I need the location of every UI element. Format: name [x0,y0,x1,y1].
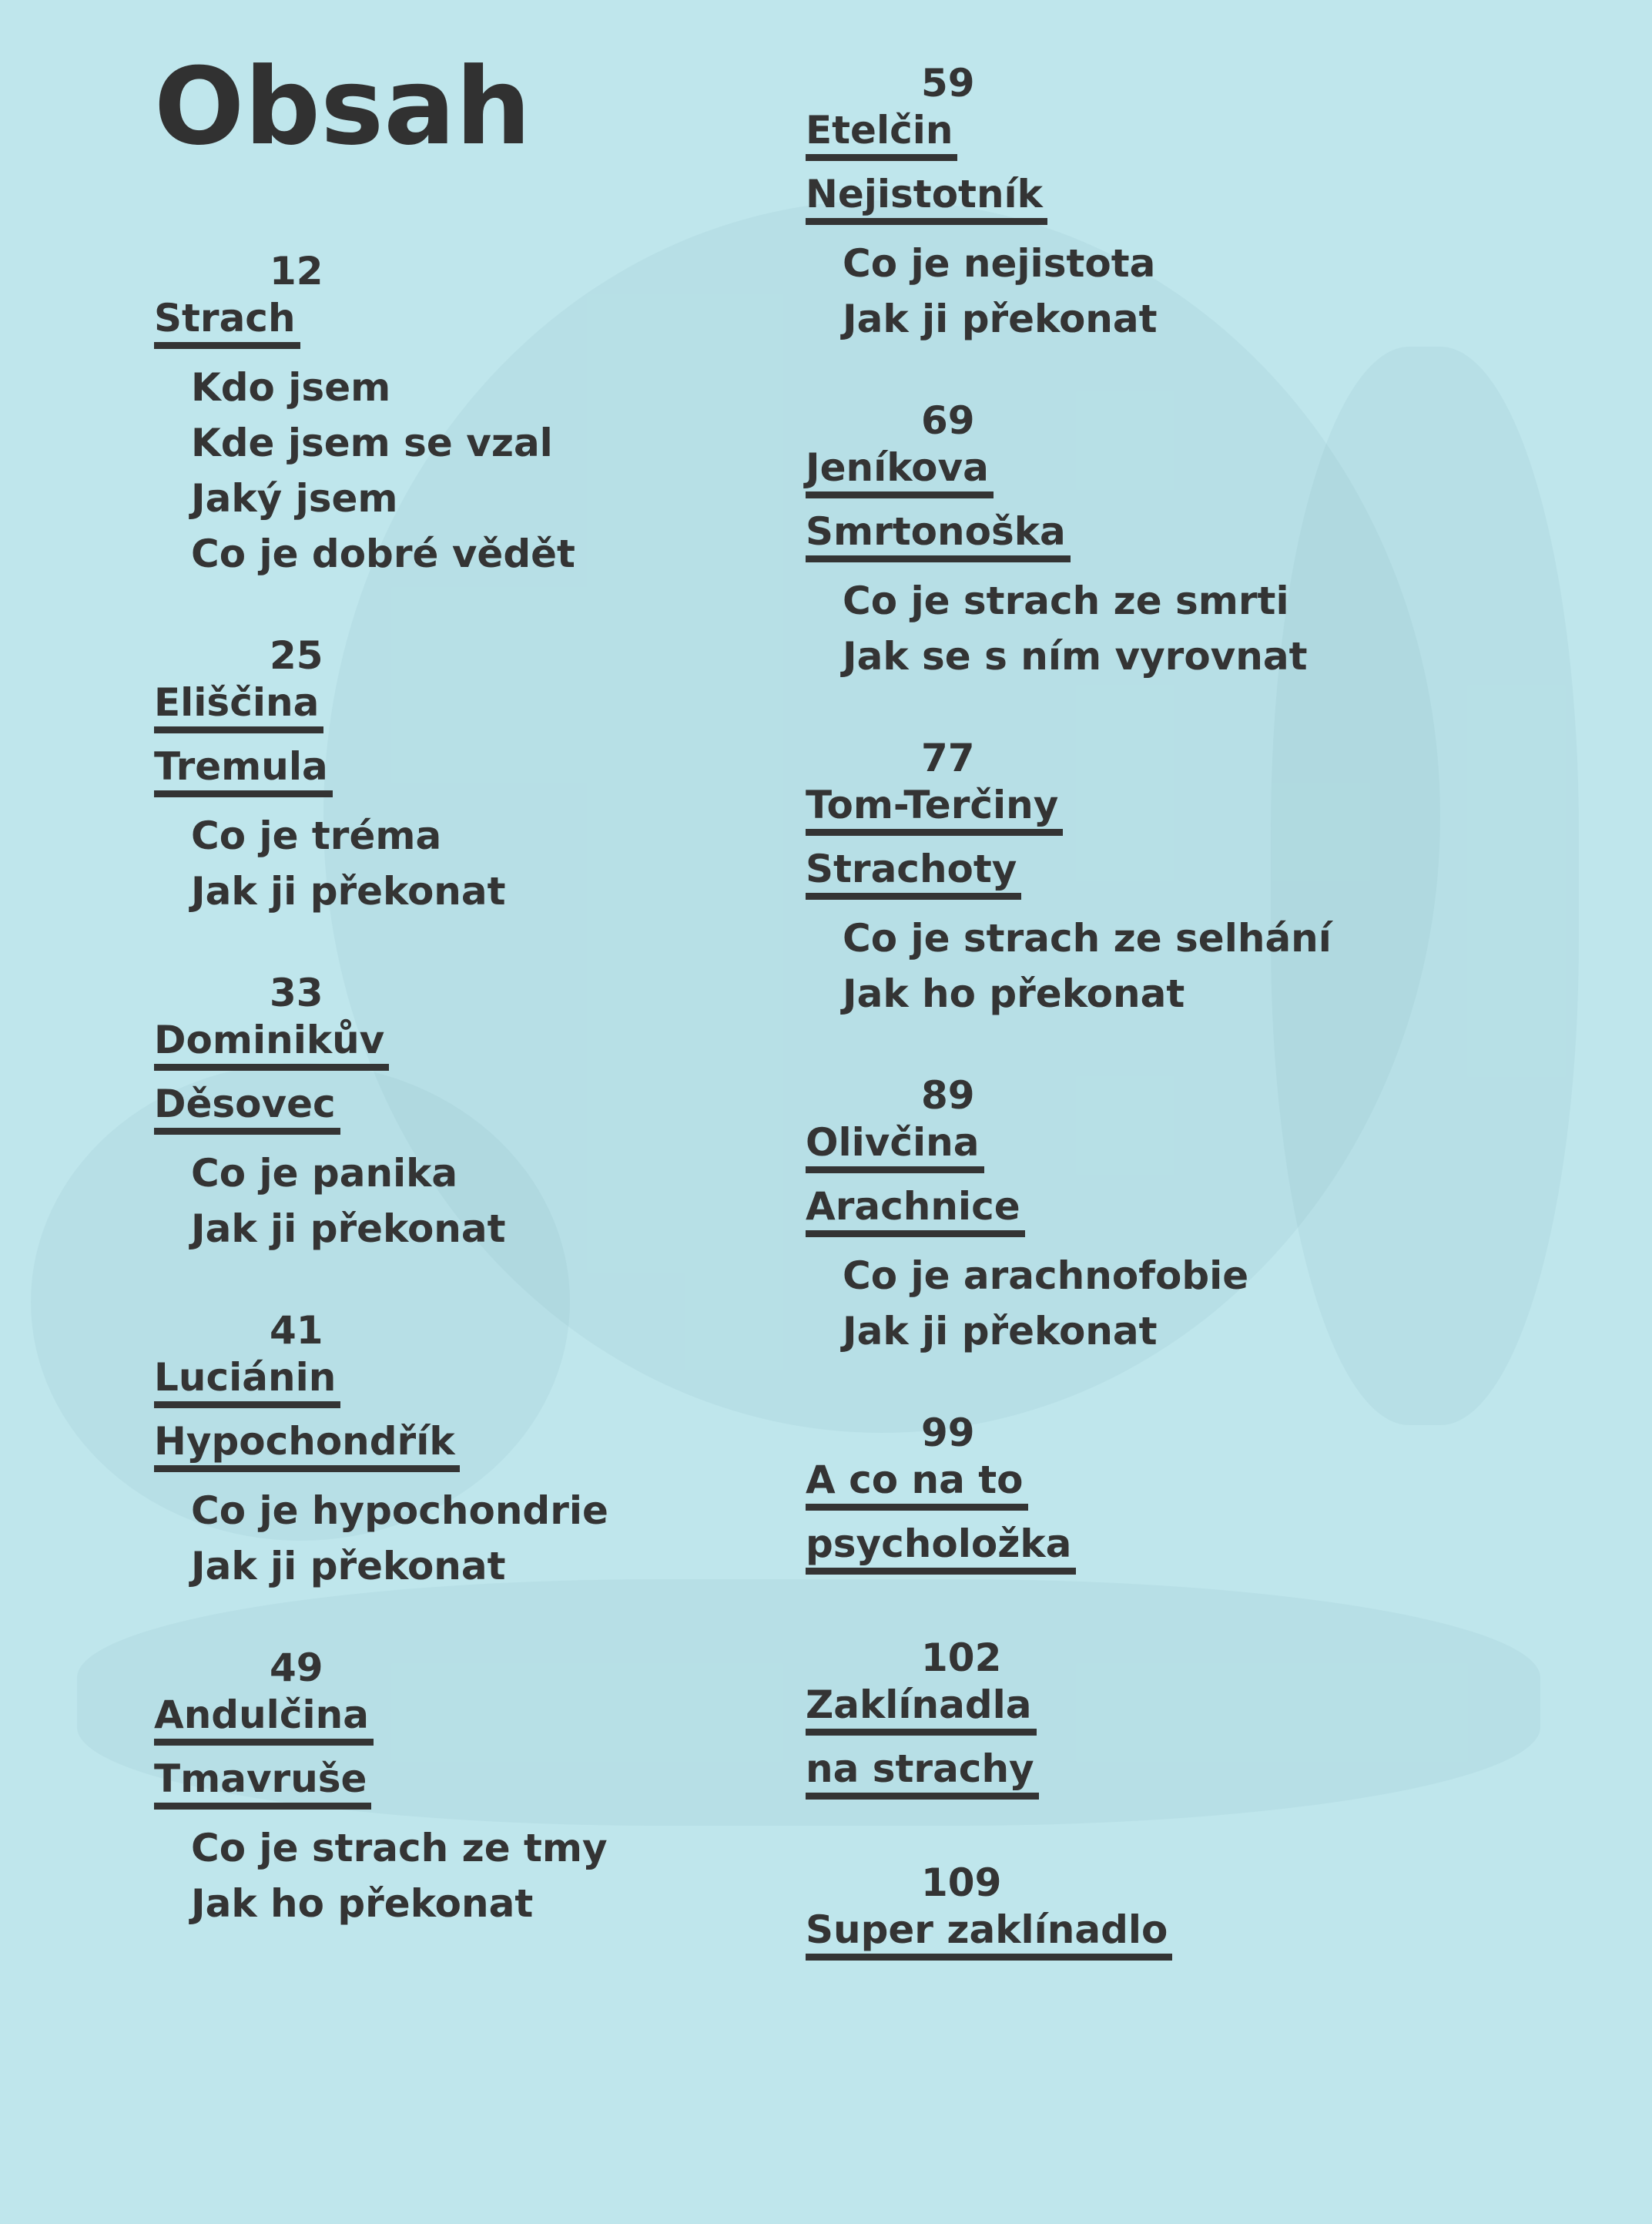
toc-chapter-title: na strachy [806,1745,1039,1800]
toc-entry [806,60,1499,347]
toc-chapter-title: Eliščina [154,679,323,733]
toc-entry [154,248,847,582]
toc-chapter-title: Smrtonoška [806,508,1071,562]
toc-chapter-title: Děsovec [154,1080,340,1135]
toc-page-number: 49 [270,1645,323,1690]
toc-subitem: Jak ji překonat [191,1544,506,1588]
toc-chapter-title: Olivčina [806,1119,984,1173]
toc-chapter-title: Jeníkova [806,444,994,498]
toc-chapter-title: Etelčin [806,106,957,161]
toc-chapter-title: Strachoty [806,845,1021,900]
toc-entry [154,1307,847,1594]
toc-subitem: Co je panika [191,1151,458,1196]
toc-chapter-title: Luciánin [154,1354,340,1408]
toc-chapter-title: A co na to [806,1456,1028,1511]
toc-chapter-title: psycholožka [806,1520,1076,1575]
toc-chapter-title: Tremula [154,743,333,797]
toc-chapter-title: Strach [154,294,300,349]
toc-subitem: Co je dobré vědět [191,532,575,576]
toc-entry [154,632,847,919]
toc-entry [154,970,847,1256]
toc-subitem: Co je strach ze selhání [843,916,1332,961]
toc-subitem: Co je strach ze smrti [843,579,1289,623]
toc-subitem: Jak ho překonat [191,1881,534,1926]
toc-page-number: 25 [270,633,323,678]
toc-chapter-title: Nejistotník [806,170,1047,225]
toc-entry [806,1410,1499,1584]
toc-page-number: 102 [921,1635,1002,1680]
toc-right-column [806,60,1499,1970]
toc-entry [806,1072,1499,1359]
toc-subitem: Jak ho překonat [843,971,1185,1016]
toc-chapter-title: Arachnice [806,1182,1025,1237]
toc-chapter-title: Zaklínadla [806,1681,1037,1736]
toc-subitem: Jak ji překonat [191,869,506,914]
toc-left-column [154,248,847,1931]
toc-subitem: Jaký jsem [191,476,398,521]
toc-subitem: Kde jsem se vzal [191,421,553,465]
page-title: Obsah [154,45,531,169]
toc-page-number: 69 [921,398,975,443]
toc-entry [806,398,1499,684]
toc-subitem: Co je nejistota [843,241,1156,286]
toc-subitem: Jak ji překonat [843,297,1158,341]
toc-chapter-title: Super zaklínadlo [806,1906,1172,1961]
toc-page-number: 12 [270,249,323,294]
toc-subitem: Co je strach ze tmy [191,1826,608,1870]
toc-subitem: Co je tréma [191,813,442,858]
toc-subitem: Jak ji překonat [843,1309,1158,1354]
toc-page-number: 77 [921,736,975,780]
toc-page-number: 41 [270,1308,323,1353]
toc-chapter-title: Dominikův [154,1016,389,1071]
toc-entry [806,735,1499,1021]
toc-subitem: Jak ji překonat [191,1206,506,1251]
toc-subitem: Jak se s ním vyrovnat [843,634,1308,679]
toc-chapter-title: Andulčina [154,1691,374,1746]
toc-subitem: Co je arachnofobie [843,1253,1249,1298]
toc-page-number: 59 [921,61,975,106]
toc-subitem: Co je hypochondrie [191,1488,608,1533]
toc-entry [154,1645,847,1931]
toc-page-number: 109 [921,1860,1002,1905]
toc-entry [806,1860,1499,1970]
toc-chapter-title: Tmavruše [154,1755,371,1810]
toc-entry [806,1635,1499,1809]
toc-chapter-title: Tom-Terčiny [806,781,1063,836]
toc-page-number: 33 [270,971,323,1015]
toc-page-number: 99 [921,1411,975,1455]
toc-subitem: Kdo jsem [191,365,391,410]
toc-chapter-title: Hypochondřík [154,1417,460,1472]
toc-page-number: 89 [921,1073,975,1118]
